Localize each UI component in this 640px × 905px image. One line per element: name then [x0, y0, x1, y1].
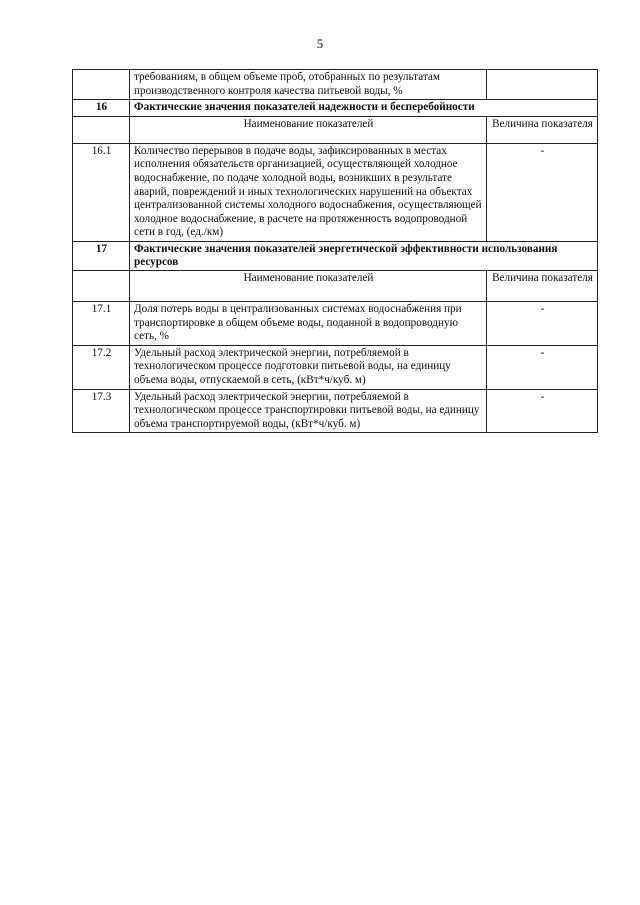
section-header-row — [73, 241, 598, 270]
row-value: - — [487, 143, 598, 241]
row-number: 17.1 — [73, 301, 130, 345]
row-description: Удельный расход электрической энергии, потребляемой в технологическом процессе подготовки питьевой воды, на единицу объема воды, отпускаемой в сеть, (кВт*ч/куб. м) — [130, 345, 487, 389]
column-header-value: Величина показателя — [487, 116, 598, 143]
row-description: требованиям, в общем объеме проб, отобранных по результатам производственного контроля качества питьевой воды, % — [130, 70, 487, 100]
row-value: - — [487, 301, 598, 345]
row-value — [487, 70, 598, 100]
section-number: 17 — [73, 241, 130, 270]
section-title: Фактические значения показателей надежности и бесперебойности — [130, 100, 598, 117]
table-row — [73, 301, 598, 345]
column-header-row — [73, 116, 598, 143]
section-title: Фактические значения показателей энергетической эффективности использования ресурсов — [130, 241, 598, 270]
section-header-row — [73, 100, 598, 117]
row-number: 17.3 — [73, 389, 130, 433]
row-description: Доля потерь воды в централизованных системах водоснабжения при транспортировке в общем объеме воды, поданной в водопроводную сеть, % — [130, 301, 487, 345]
row-number: 16.1 — [73, 143, 130, 241]
row-number — [73, 70, 130, 100]
table-row — [73, 389, 598, 433]
row-description: Удельный расход электрической энергии, потребляемой в технологическом процессе транспортировки питьевой воды, на единицу объема транспортируемой воды, (кВт*ч/куб. м) — [130, 389, 487, 433]
table-row-continuation — [73, 70, 598, 100]
column-header-name: Наименование показателей — [130, 270, 487, 301]
row-value: - — [487, 345, 598, 389]
row-description: Количество перерывов в подаче воды, зафиксированных в местах исполнения обязательств организацией, осуществляющей холодное водоснабжение, по подаче холодной воды, возникших в результате аварий, повреждений и иных технологических нарушений на объектах централизованной системы холодного водоснабжения, осуществляющей холодное водоснабжение, в расчете на протяженность водопроводной сети в год, (ед./км) — [130, 143, 487, 241]
column-header-number — [73, 270, 130, 301]
page-number: 5 — [316, 36, 324, 51]
column-header-value: Величина показателя — [487, 270, 598, 301]
indicators-table — [72, 69, 598, 433]
column-header-number — [73, 116, 130, 143]
section-number: 16 — [73, 100, 130, 117]
table-row — [73, 143, 598, 241]
column-header-row — [73, 270, 598, 301]
column-header-name: Наименование показателей — [130, 116, 487, 143]
table-row — [73, 345, 598, 389]
row-number: 17.2 — [73, 345, 130, 389]
row-value: - — [487, 389, 598, 433]
